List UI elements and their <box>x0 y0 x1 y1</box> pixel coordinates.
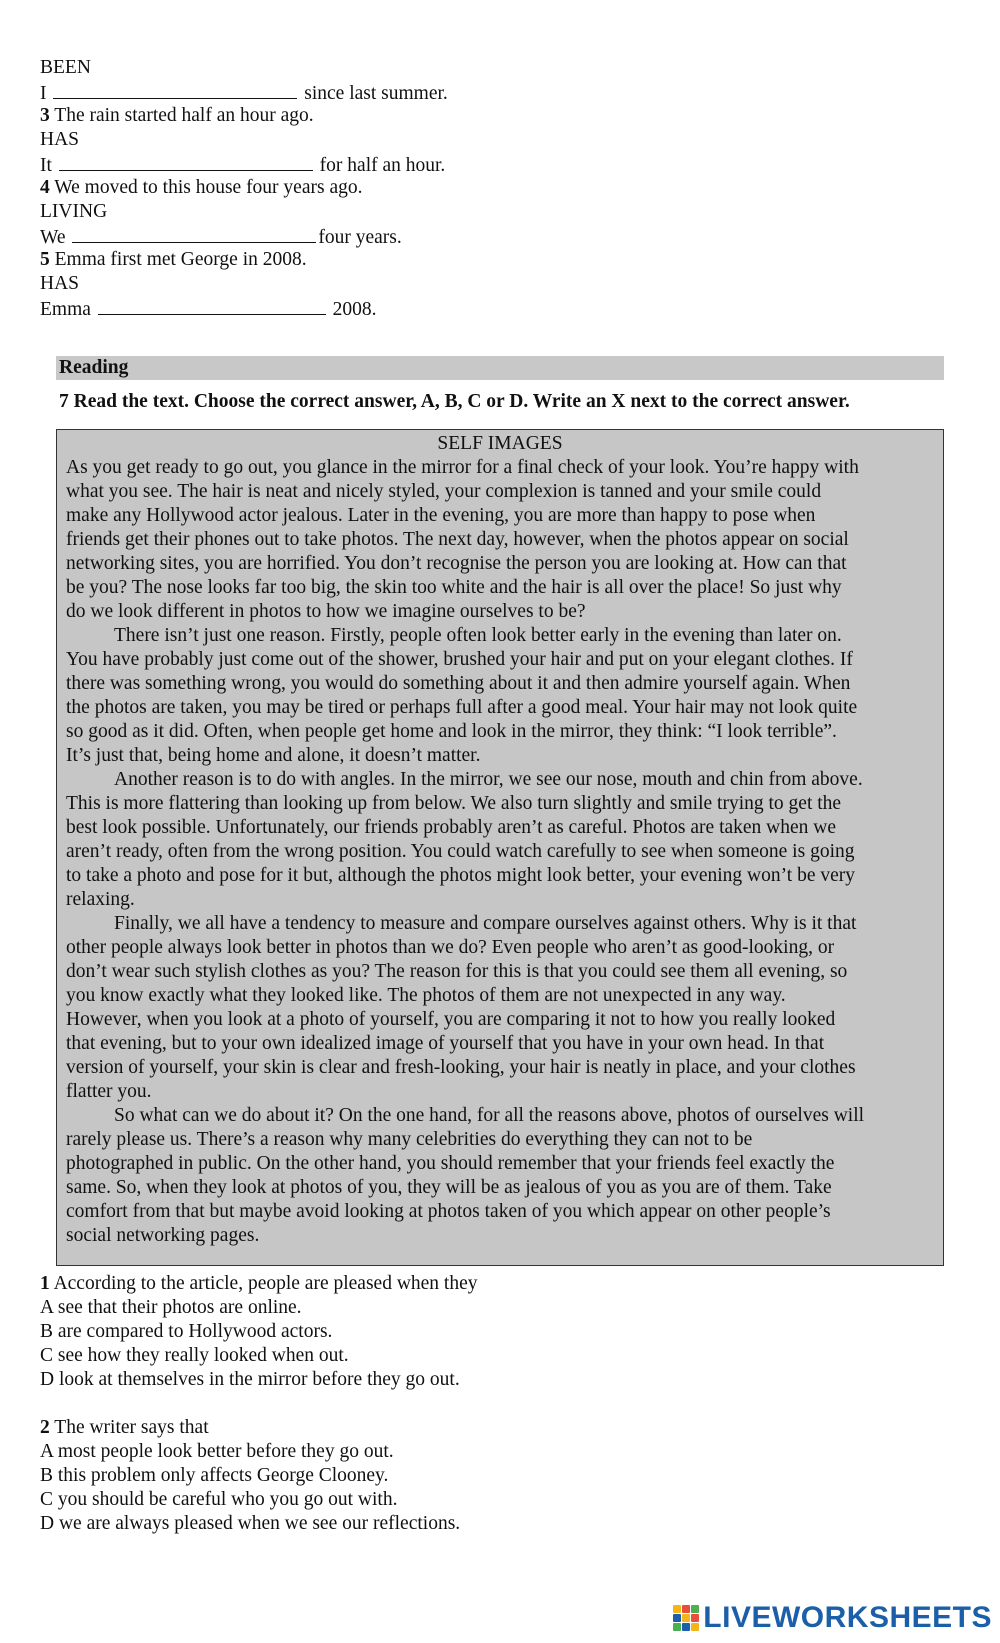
keyword-has: HAS <box>40 129 80 150</box>
reading-text-line: relaxing. <box>66 889 135 910</box>
reading-text-line: comfort from that but maybe avoid looking at photos taken of you which appear on other people’s <box>66 1201 831 1222</box>
question-stem: The writer says that <box>54 1417 209 1438</box>
answer-blank[interactable] <box>53 80 297 99</box>
answer-blank[interactable] <box>98 296 326 315</box>
reading-text-line: However, when you look at a photo of yourself, you are comparing it not to how you really looked <box>66 1009 836 1030</box>
grammar-item-5 <box>40 248 307 272</box>
reading-text-line: what you see. The hair is neat and nicely styled, your complexion is tanned and your smile could <box>66 481 822 502</box>
question-2 <box>40 1416 209 1440</box>
liveworksheets-logo <box>673 1601 992 1635</box>
answer-option[interactable]: B this problem only affects George Clooney. <box>40 1465 389 1486</box>
grammar-item-4 <box>40 176 362 200</box>
answer-option[interactable]: D look at themselves in the mirror before they go out. <box>40 1369 460 1390</box>
transform-line-3 <box>40 152 445 178</box>
reading-text-line: aren’t ready, often from the wrong position. You could watch carefully to see when someone is going <box>66 841 855 862</box>
answer-option[interactable]: A most people look better before they go out. <box>40 1441 394 1462</box>
reading-text-title: SELF IMAGES <box>437 433 563 454</box>
item-sentence: Emma first met George in 2008. <box>54 249 307 270</box>
item-sentence: The rain started half an hour ago. <box>54 105 314 126</box>
answer-blank[interactable] <box>72 224 316 243</box>
transform-prefix: Emma <box>40 299 91 320</box>
answer-option[interactable]: B are compared to Hollywood actors. <box>40 1321 333 1342</box>
transform-line-5 <box>40 296 377 322</box>
transform-suffix: four years. <box>318 227 402 248</box>
transform-line-2 <box>40 80 448 106</box>
reading-text-line: make any Hollywood actor jealous. Later in the evening, you are more than happy to pose when <box>66 505 816 526</box>
answer-option[interactable]: A see that their photos are online. <box>40 1297 302 1318</box>
item-sentence: We moved to this house four years ago. <box>54 177 363 198</box>
answer-option[interactable]: D we are always pleased when we see our reflections. <box>40 1513 461 1534</box>
liveworksheets-grid-icon <box>673 1605 699 1631</box>
reading-text-line: flatter you. <box>66 1081 152 1102</box>
reading-text-line: to take a photo and pose for it but, although the photos might look better, your evening won’t be very <box>66 865 855 886</box>
reading-text-line: don’t wear such stylish clothes as you? The reason for this is that you could see them all evening, so <box>66 961 848 982</box>
logo-text: LIVEWORKSHEETS <box>703 1601 992 1634</box>
reading-text-box <box>56 429 944 1266</box>
keyword-has: HAS <box>40 273 80 294</box>
answer-option[interactable]: C see how they really looked when out. <box>40 1345 349 1366</box>
grammar-item-3 <box>40 104 314 128</box>
reading-text-line: version of yourself, your skin is clear and fresh-looking, your hair is neatly in place, and your clothes <box>66 1057 856 1078</box>
transform-line-4 <box>40 224 402 250</box>
reading-text-line: As you get ready to go out, you glance in the mirror for a final check of your look. You’re happy with <box>66 457 859 478</box>
reading-text-line: friends get their phones out to take photos. The next day, however, when the photos appear on social <box>66 529 849 550</box>
reading-section-header: Reading <box>56 356 944 380</box>
question-number: 2 <box>40 1417 50 1438</box>
reading-text-line: same. So, when they look at photos of you, they will be as jealous of you as you are of them. Take <box>66 1177 832 1198</box>
reading-text-line: be you? The nose looks far too big, the skin too white and the hair is all over the place! So just why <box>66 577 842 598</box>
reading-text-line: networking sites, you are horrified. You don’t recognise the person you are looking at. How can that <box>66 553 847 574</box>
question-number: 1 <box>40 1273 50 1294</box>
reading-text-line: social networking pages. <box>66 1225 260 1246</box>
reading-text-line: Finally, we all have a tendency to measure and compare ourselves against others. Why is it that <box>114 913 857 934</box>
reading-text-line: so good as it did. Often, when people get home and look in the mirror, they think: “I look terrible”. <box>66 721 837 742</box>
transform-suffix: since last summer. <box>304 83 448 104</box>
reading-text-line: This is more flattering than looking up from below. We also turn slightly and smile trying to get the <box>66 793 842 814</box>
reading-instruction: 7 Read the text. Choose the correct answer, A, B, C or D. Write an X next to the correct answer. <box>59 391 850 412</box>
reading-text-line: You have probably just come out of the shower, brushed your hair and put on your elegant clothes. If <box>66 649 853 670</box>
transform-prefix: We <box>40 227 66 248</box>
reading-text-line: It’s just that, being home and alone, it doesn’t matter. <box>66 745 481 766</box>
keyword-living: LIVING <box>40 201 108 222</box>
question-1 <box>40 1272 478 1296</box>
question-stem: According to the article, people are pleased when they <box>53 1273 478 1294</box>
reading-text-line: photographed in public. On the other hand, you should remember that your friends feel exactly the <box>66 1153 835 1174</box>
reading-text-line: other people always look better in photos than we do? Even people who aren’t as good-looking, or <box>66 937 835 958</box>
reading-text-line: best look possible. Unfortunately, our friends probably aren’t as careful. Photos are taken when we <box>66 817 837 838</box>
reading-text-line: you know exactly what they looked like. The photos of them are not unexpected in any way. <box>66 985 786 1006</box>
reading-text-line: There isn’t just one reason. Firstly, people often look better early in the evening than later on. <box>114 625 842 646</box>
reading-text-line: Another reason is to do with angles. In the mirror, we see our nose, mouth and chin from above. <box>114 769 863 790</box>
reading-text-line: rarely please us. There’s a reason why many celebrities do everything they can not to be <box>66 1129 753 1150</box>
transform-suffix: 2008. <box>332 299 377 320</box>
transform-prefix: It <box>40 155 52 176</box>
reading-text-line: So what can we do about it? On the one hand, for all the reasons above, photos of ourselves will <box>114 1105 865 1126</box>
item-number: 3 <box>40 105 50 126</box>
item-number: 4 <box>40 177 50 198</box>
reading-text-line: the photos are taken, you may be tired or perhaps full after a good meal. Your hair may not look quite <box>66 697 858 718</box>
answer-blank[interactable] <box>59 152 313 171</box>
reading-text-line: there was something wrong, you would do something about it and then admire yourself again. When <box>66 673 851 694</box>
reading-text-line: do we look different in photos to how we imagine ourselves to be? <box>66 601 586 622</box>
keyword-been: BEEN <box>40 57 91 78</box>
reading-text-line: that evening, but to your own idealized image of yourself that you have in your own head. In that <box>66 1033 825 1054</box>
transform-prefix: I <box>40 83 47 104</box>
transform-suffix: for half an hour. <box>319 155 446 176</box>
item-number: 5 <box>40 249 50 270</box>
answer-option[interactable]: C you should be careful who you go out with. <box>40 1489 398 1510</box>
